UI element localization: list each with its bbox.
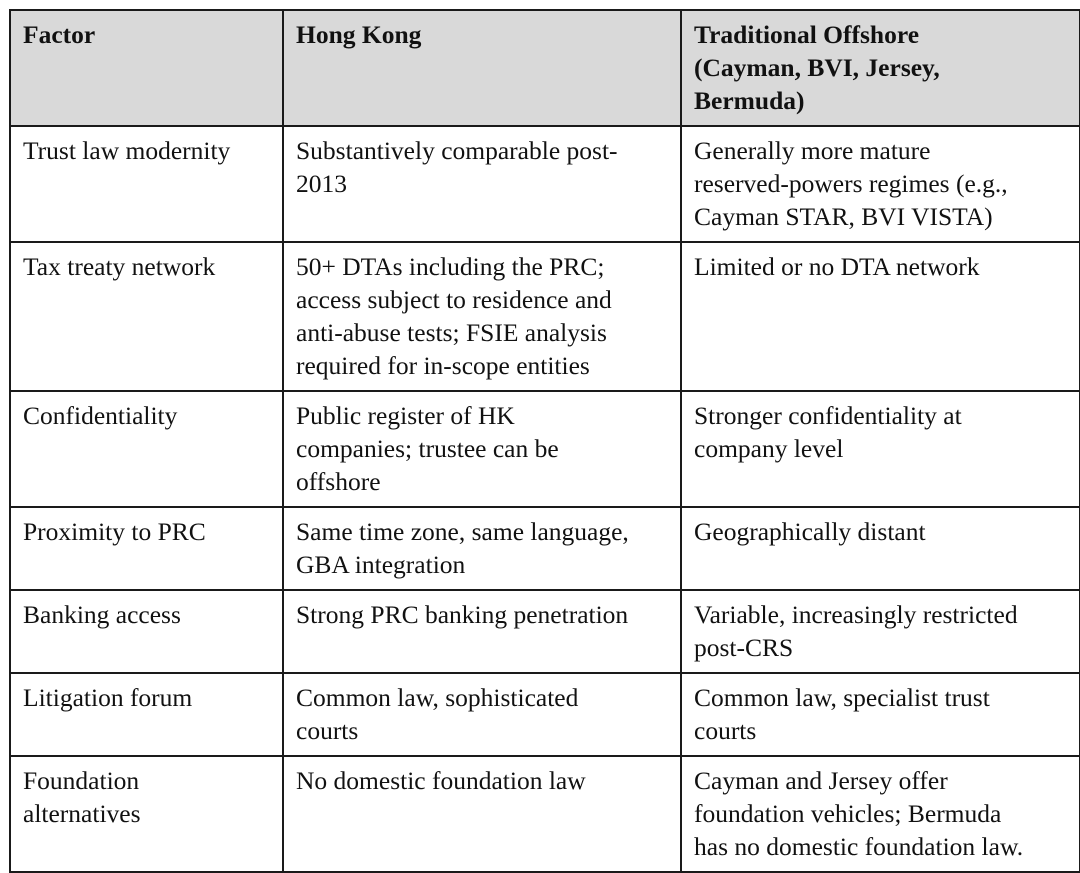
cell-offshore: Geographically distant (681, 507, 1080, 590)
table-row (10, 126, 1080, 242)
cell-offshore: Common law, specialist trust courts (681, 673, 1080, 756)
cell-hong-kong: Strong PRC banking penetration (283, 590, 681, 673)
cell-hong-kong: Public register of HK companies; trustee can be offshore (283, 391, 681, 507)
table-row (10, 507, 1080, 590)
table-row (10, 673, 1080, 756)
table-row (10, 391, 1080, 507)
cell-factor: Proximity to PRC (10, 507, 283, 590)
cell-factor: Confidentiality (10, 391, 283, 507)
table-row (10, 590, 1080, 673)
cell-hong-kong: Common law, sophisticated courts (283, 673, 681, 756)
cell-factor: Trust law modernity (10, 126, 283, 242)
cell-offshore: Variable, increasingly restricted post-CRS (681, 590, 1080, 673)
comparison-table (9, 9, 1080, 873)
cell-offshore: Generally more mature reserved-powers regimes (e.g., Cayman STAR, BVI VISTA) (681, 126, 1080, 242)
cell-factor: Banking access (10, 590, 283, 673)
cell-factor: Tax treaty network (10, 242, 283, 391)
header-hong-kong: Hong Kong (283, 10, 681, 126)
cell-offshore: Limited or no DTA network (681, 242, 1080, 391)
cell-hong-kong: Same time zone, same language, GBA integration (283, 507, 681, 590)
cell-hong-kong: No domestic foundation law (283, 756, 681, 872)
table-row (10, 756, 1080, 872)
cell-offshore: Stronger confidentiality at company level (681, 391, 1080, 507)
table-header-row (10, 10, 1080, 126)
cell-offshore: Cayman and Jersey offer foundation vehicles; Bermuda has no domestic foundation law. (681, 756, 1080, 872)
header-traditional-offshore: Traditional Offshore (Cayman, BVI, Jersey, Bermuda) (681, 10, 1080, 126)
table-row (10, 242, 1080, 391)
cell-hong-kong: Substantively comparable post- 2013 (283, 126, 681, 242)
cell-factor: Litigation forum (10, 673, 283, 756)
header-factor: Factor (10, 10, 283, 126)
cell-factor: Foundation alternatives (10, 756, 283, 872)
cell-hong-kong: 50+ DTAs including the PRC; access subject to residence and anti-abuse tests; FSIE analysis required for in-scope entities (283, 242, 681, 391)
